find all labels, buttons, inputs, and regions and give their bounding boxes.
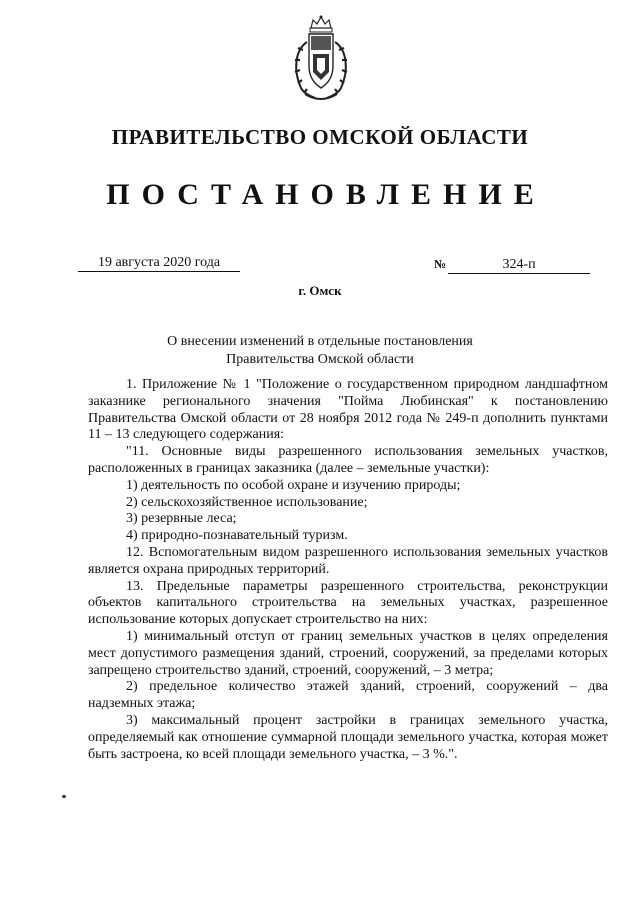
paragraph: 1) минимальный отступ от границ земельных участков в целях определения мест допустимого размещения зданий, строений, сооружений, за пределами которых запрещено строительство зданий, строений, сооружений, – 3 метра; (88, 628, 608, 678)
paragraph: 1. Приложение № 1 "Положение о государственном природном ландшафтном заказнике регионального значения "Пойма Любинская" к постановлению Правительства Омской области от 28 ноября 2012 года № 249-п дополнить пунктами 11 – 13 следующего содержания: (88, 377, 608, 443)
paragraph: 2) предельное количество этажей зданий, строений, сооружений – два надземных этажа; (88, 679, 608, 712)
coat-of-arms-icon (291, 14, 351, 102)
subject-line-2: Правительства Омской области (226, 352, 414, 367)
scan-speck (62, 795, 66, 798)
document-date: 19 августа 2020 года (78, 255, 240, 272)
document-number: 324-п (448, 257, 590, 274)
subject-line-1: О внесении изменений в отдельные постановления (167, 334, 473, 349)
government-name: ПРАВИТЕЛЬСТВО ОМСКОЙ ОБЛАСТИ (111, 125, 529, 149)
paragraph: 1) деятельность по особой охране и изучению природы; (126, 477, 461, 493)
city: г. Омск (298, 283, 342, 298)
number-sign: № (434, 257, 447, 271)
paragraph: 2) сельскохозяйственное использование; (126, 494, 368, 510)
paragraph: 12. Вспомогательным видом разрешенного использования земельных участков является охрана природных территорий. (88, 544, 608, 577)
paragraph: "11. Основные виды разрешенного использования земельных участков, расположенных в границах заказника (далее – земельные участки): (88, 444, 608, 476)
document-type: ПОСТАНОВЛЕНИЕ (106, 178, 546, 211)
document-body (88, 377, 608, 763)
paragraph: 3) максимальный процент застройки в границах земельного участка, определяемый как отношение суммарной площади земельного участка, которая может быть застроена, ко всей площади земельного участка, – 3 %.". (88, 712, 608, 762)
document-number-line (434, 256, 590, 274)
paragraph: 3) резервные леса; (126, 511, 237, 527)
paragraph: 4) природно-познавательный туризм. (126, 528, 348, 544)
paragraph: 13. Предельные параметры разрешенного строительства, реконструкции объектов капитального строительства на земельных участках, разрешенное использование которых допускает строительство на них: (88, 578, 608, 628)
document-subject (0, 333, 640, 369)
